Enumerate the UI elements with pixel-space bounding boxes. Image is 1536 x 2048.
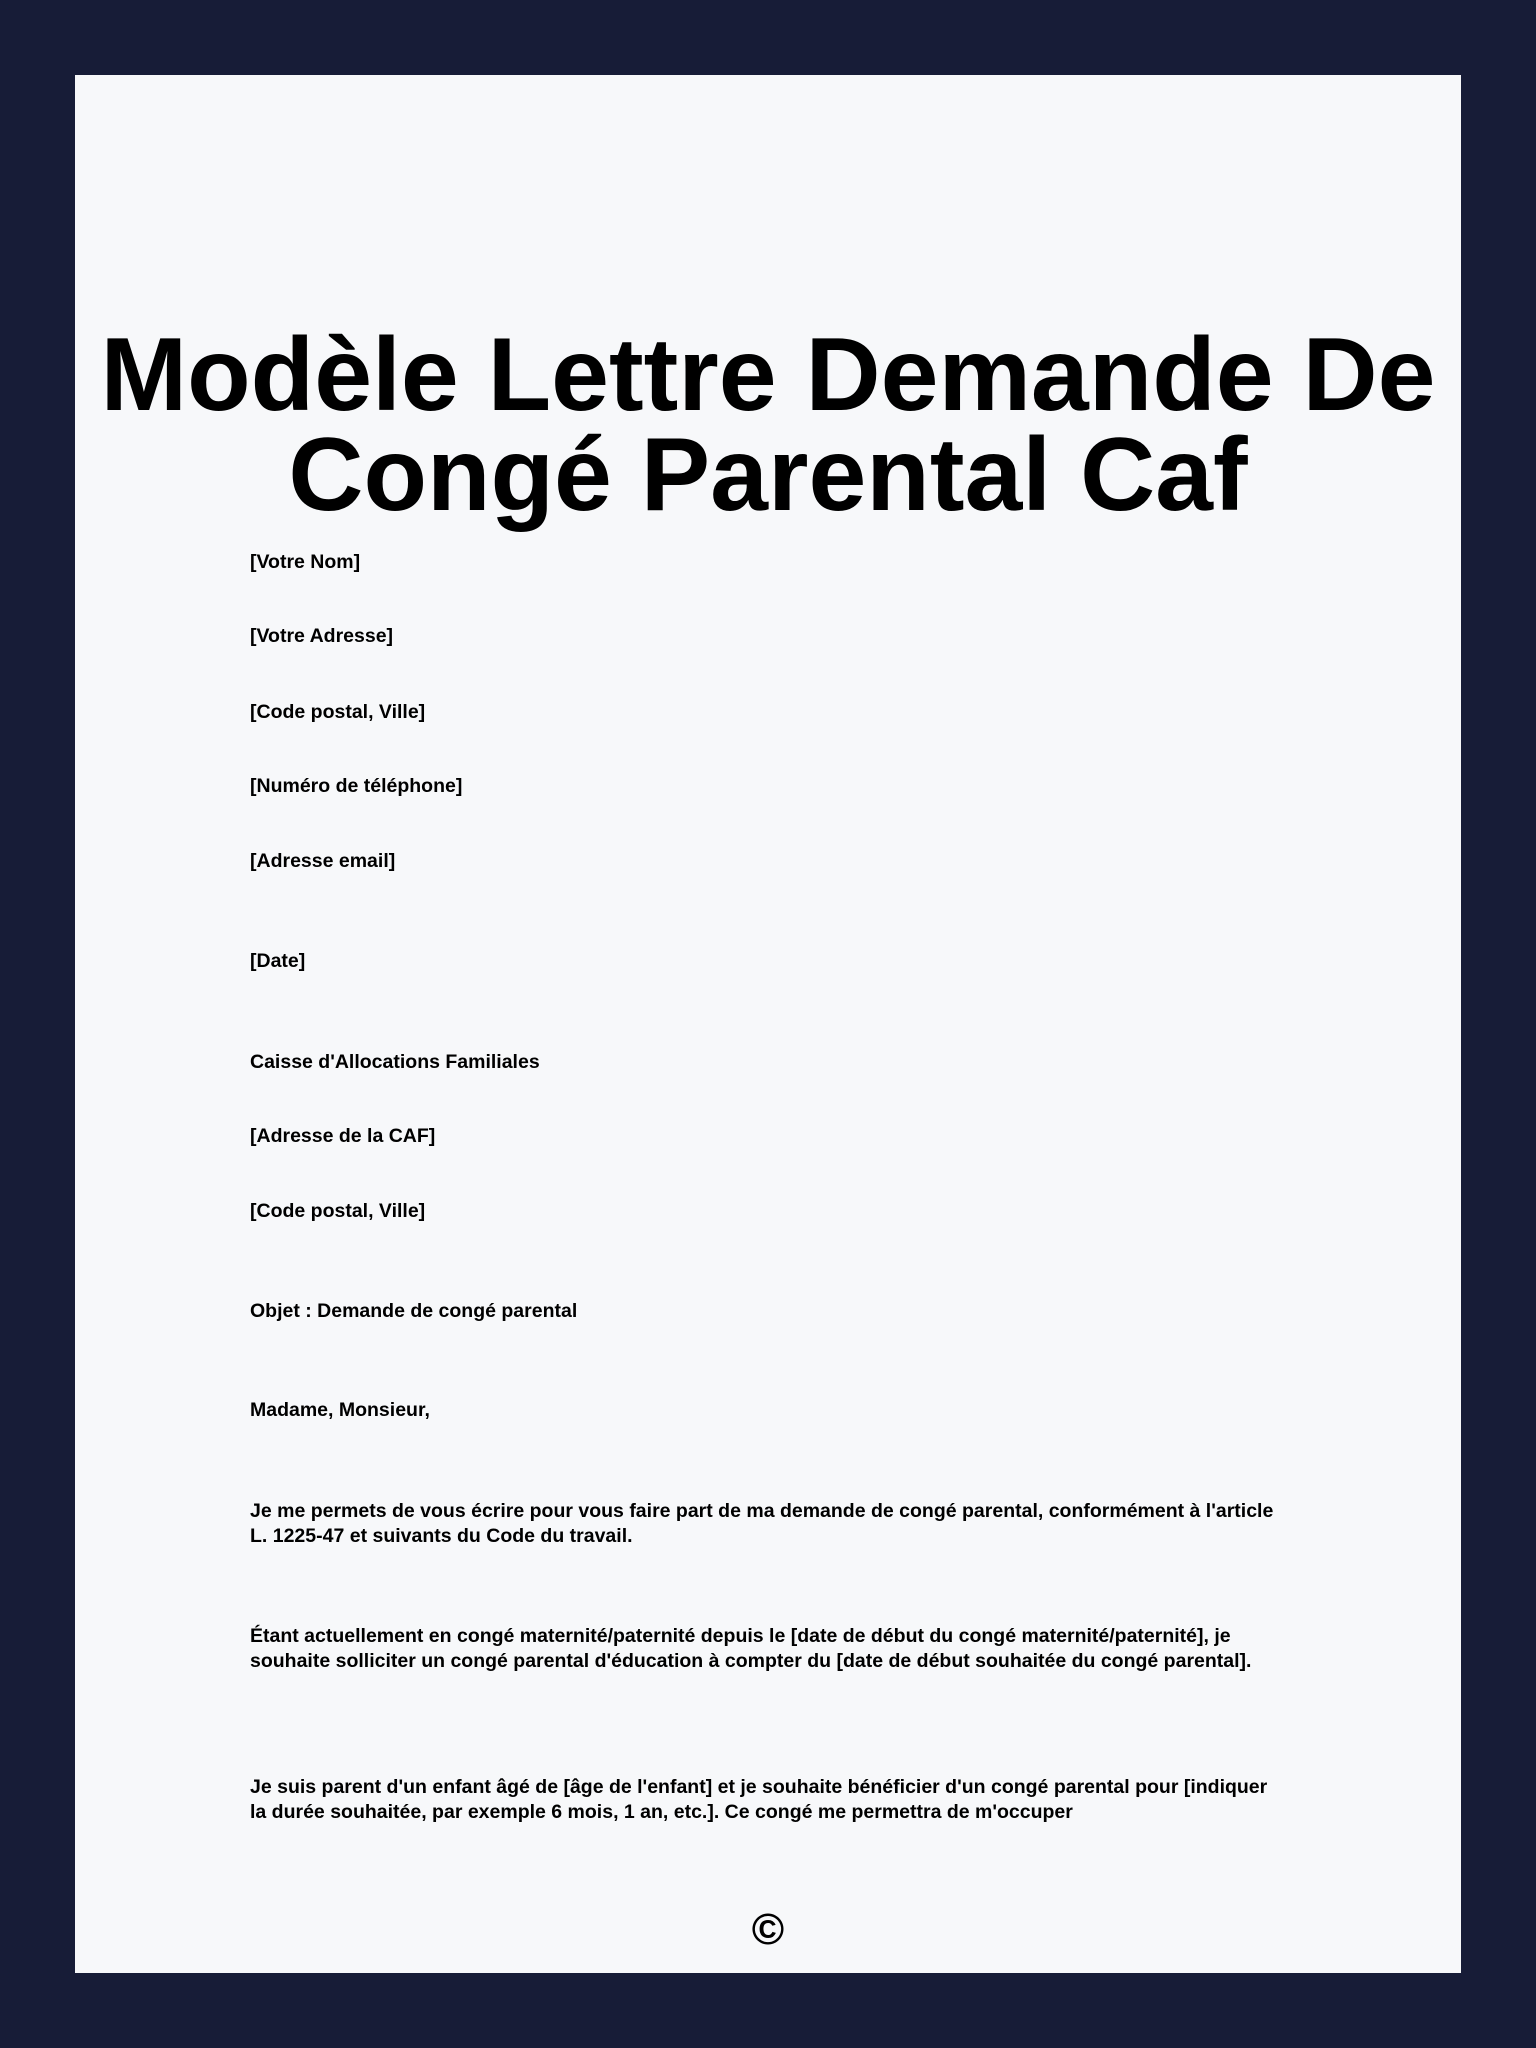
body-paragraph: Je me permets de vous écrire pour vous faire part de ma demande de congé parental, conformément à l'article L. 1225-47 et suivants du Code du travail.	[250, 1500, 1274, 1547]
recipient-name: Caisse d'Allocations Familiales	[250, 1051, 540, 1073]
page-title: Modèle Lettre Demande De Congé Parental Caf	[100, 317, 1436, 533]
recipient-address: [Adresse de la CAF]	[250, 1125, 436, 1147]
salutation: Madame, Monsieur,	[250, 1399, 430, 1421]
sender-name: [Votre Nom]	[250, 551, 361, 573]
document-page	[75, 75, 1461, 1973]
sender-phone: [Numéro de téléphone]	[250, 775, 463, 797]
recipient-city: [Code postal, Ville]	[250, 1200, 426, 1222]
letter-subject: Objet : Demande de congé parental	[250, 1300, 578, 1322]
body-paragraph: Je suis parent d'un enfant âgé de [âge de l'enfant] et je souhaite bénéficier d'un congé parental pour [indiquer la durée souhaitée, par exemple 6 mois, 1 an, etc.]. Ce congé me permettra de m'occuper	[250, 1776, 1268, 1823]
copyright-icon: ©	[751, 1905, 785, 1954]
body-paragraph: Étant actuellement en congé maternité/paternité depuis le [date de début du congé maternité/paternité], je souhaite solliciter un congé parental d'éducation à compter du [date de début souhaitée du congé parental].	[250, 1625, 1252, 1672]
sender-city: [Code postal, Ville]	[250, 701, 426, 723]
sender-email: [Adresse email]	[250, 850, 396, 872]
sender-address: [Votre Adresse]	[250, 625, 394, 647]
letter-date: [Date]	[250, 950, 306, 972]
